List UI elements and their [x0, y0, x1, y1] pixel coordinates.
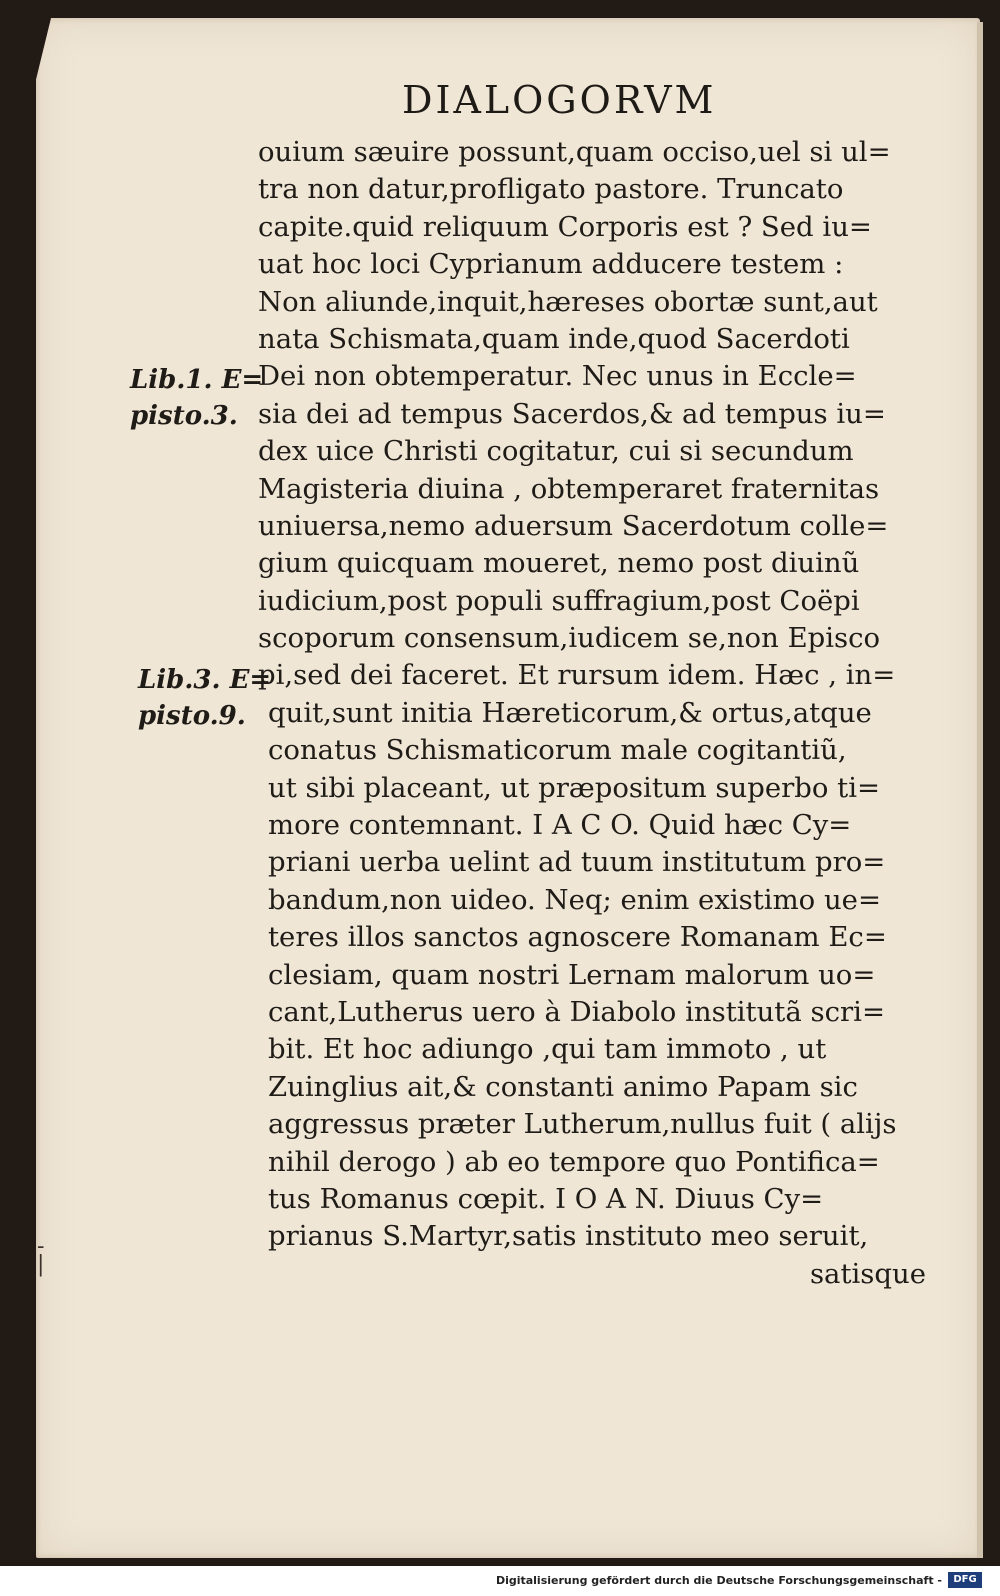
marginal-note-line: Lib.1. E=: [130, 365, 264, 395]
text-line: gium quicquam moueret, nemo post diuinũ: [258, 547, 860, 580]
text-line: Zuinglius ait,& constanti animo Papam sic: [268, 1070, 858, 1103]
text-line: nata Schismata,quam inde,quod Sacerdoti: [258, 322, 850, 355]
text-line: tus Romanus cœpit. I O A N. Diuus Cy=: [268, 1182, 824, 1215]
text-line: aggressus præter Lutherum,nullus fuit ( alijs: [268, 1108, 897, 1141]
text-line: scoporum consensum,iudicem se,non Episco: [258, 622, 881, 655]
marginal-note: [130, 362, 263, 434]
footer-bar: [0, 1566, 1000, 1596]
text-line: dex uice Christi cogitatur, cui si secundum: [258, 435, 854, 468]
catchword: satisque: [809, 1257, 926, 1290]
text-line: pi,sed dei faceret. Et rursum idem. Hæc , in=: [258, 659, 896, 692]
text-line: uat hoc loci Cyprianum adducere testem :: [258, 248, 844, 281]
text-line: Non aliunde,inquit,hæreses obortæ sunt,aut: [258, 285, 878, 318]
binding-mark: ‑ |: [37, 1234, 45, 1277]
page-edge: [977, 22, 983, 1558]
text-line: quit,sunt initia Hæreticorum,& ortus,atque: [268, 696, 872, 729]
text-line: bandum,non uideo. Neq; enim existimo ue=: [268, 883, 881, 916]
text-line: Dei non obtemperatur. Nec unus in Eccle=: [258, 360, 857, 393]
text-line: teres illos sanctos agnoscere Romanam Ec=: [268, 921, 887, 954]
text-line: capite.quid reliquum Corporis est ? Sed iu=: [258, 210, 872, 243]
text-line: Magisteria diuina , obtemperaret fraternitas: [258, 472, 880, 505]
marginal-note-line: Lib.3. E=: [138, 665, 272, 695]
funding-credit: Digitalisierung gefördert durch die Deutsche Forschungsgemeinschaft -: [495, 1574, 942, 1587]
marginal-note-line: pisto.9.: [138, 701, 246, 731]
body-text: [258, 134, 948, 1314]
marginal-note: [138, 662, 271, 734]
text-line: priani uerba uelint ad tuum institutum pro=: [268, 846, 886, 879]
text-line: more contemnant. I A C O. Quid hæc Cy=: [268, 809, 852, 842]
text-line: clesiam, quam nostri Lernam malorum uo=: [268, 958, 876, 991]
text-line: ouium sæuire possunt,quam occiso,uel si ul=: [258, 136, 891, 168]
torn-page-corner: [30, 14, 52, 104]
text-line: sia dei ad tempus Sacerdos,& ad tempus iu=: [258, 397, 886, 430]
text-line: bit. Et hoc adiungo ,qui tam immoto , ut: [268, 1033, 827, 1066]
marginal-note-line: pisto.3.: [130, 401, 238, 431]
text-line: uniuersa,nemo aduersum Sacerdotum colle=: [258, 509, 889, 542]
text-line: tra non datur,profligato pastore. Truncato: [258, 173, 844, 206]
running-head: DIALOGORVM: [402, 78, 717, 122]
dfg-logo: DFG: [948, 1572, 982, 1588]
text-line: ut sibi placeant, ut præpositum superbo ti=: [268, 771, 881, 804]
text-line: iudicium,post populi suffragium,post Coëpi: [258, 584, 860, 617]
text-line: prianus S.Martyr,satis instituto meo seruit,: [268, 1220, 869, 1253]
text-line: conatus Schismaticorum male cogitantiũ,: [268, 734, 847, 767]
text-line: cant,Lutherus uero à Diabolo institutã scri=: [268, 995, 885, 1028]
text-line: nihil derogo ) ab eo tempore quo Pontifica=: [268, 1145, 880, 1178]
